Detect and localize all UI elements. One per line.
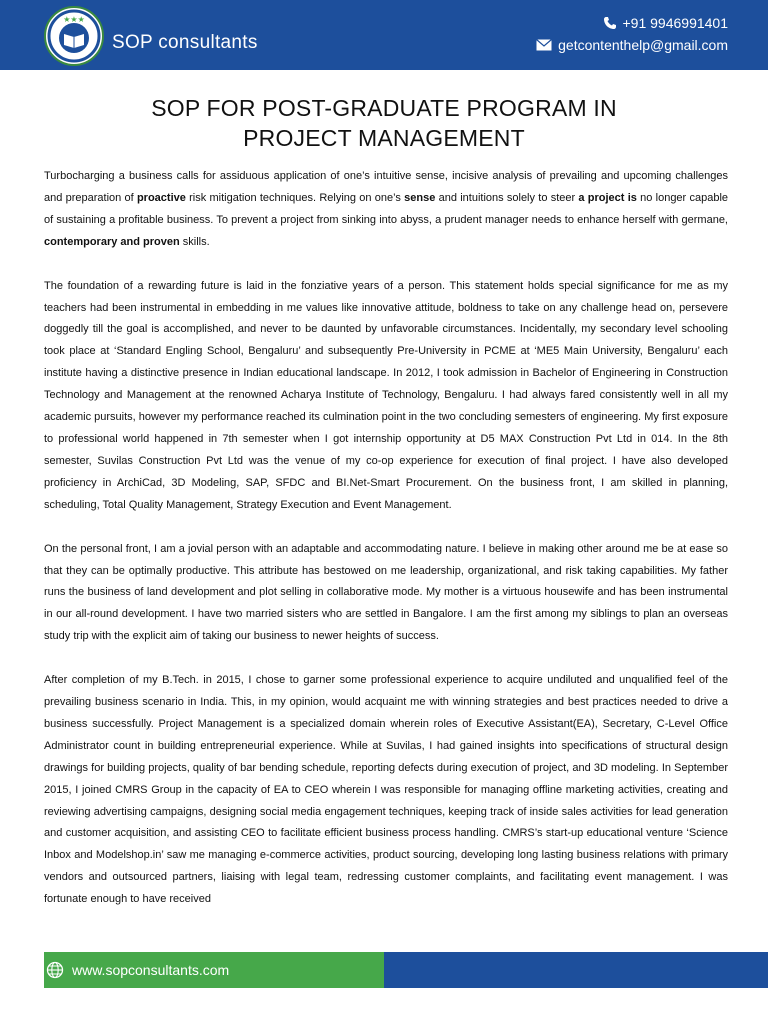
website-link[interactable]: www.sopconsultants.com — [72, 962, 230, 978]
mail-icon — [536, 39, 552, 51]
phone-icon — [603, 16, 617, 30]
phone-number[interactable]: +91 9946991401 — [622, 15, 728, 31]
globe-icon — [46, 961, 64, 979]
logo-badge — [44, 6, 104, 66]
paragraph-4 — [44, 670, 728, 911]
email-row — [536, 34, 728, 56]
text-run: Turbocharging a business calls for assiduous application of one’s intuitive sense, incisive analysis of prevailing and upcoming challenges and preparation of — [44, 170, 728, 204]
footer-blue-bar — [384, 952, 768, 988]
brand-name: SOP consultants — [112, 32, 258, 53]
phone-row — [536, 12, 728, 34]
contact-info — [536, 12, 728, 56]
document-body — [44, 166, 728, 933]
bold-text: proactive — [136, 191, 186, 204]
paragraph-3 — [44, 539, 728, 649]
text-run: no longer capable of sustaining a profitable business. To prevent a project from sinking into abyss, a prudent manager needs to enhance herself with germane, — [44, 191, 729, 226]
text-run: After completion of my B.Tech. in 2015, I chose to garner some professional experience to acquire undiluted and unqualified feel of the prevailing business scenario in India. This, in my opinion, would acquaint me with winning strategies and best practices needed to drive a business successfully. Project Management is a specialized domain wherein roles of Executive Assistant(EA), Secretary, C-Level Office Administrator count in building entrepreneurial experience. While at Suvilas, I had gained insights into specifications of structural design drawings for building projects, quality of bar bending schedule, reporting defects during execution of project, and 3D modeling. In September 2015, I joined CMRS Group in the capacity of EA to CEO wherein I was responsible for managing offline marketing activities, creating and reviewing advertising campaigns, designing social media engagement techniques, keeping track of inside sales activities for lead generation and customer acquisition, and assisting CEO to facilitate efficient business process handling. CMRS’s start-up educational venture ‘Science Inbox and Modelshop.in’ saw me managing e-commerce activities, product sourcing, developing long lasting business relations with primary vendors and outsourced partners, liaising with legal team, redressing customer complaints, and facilitating event management. I was fortunate enough to have received — [44, 674, 728, 906]
text-run: risk mitigation techniques. Relying on one’s — [185, 191, 405, 204]
text-run: and intuitions solely to steer — [435, 191, 579, 204]
title-line-1: SOP FOR POST-GRADUATE PROGRAM IN — [151, 95, 617, 121]
bold-text: a project is — [578, 191, 637, 204]
svg-text:★★★: ★★★ — [63, 15, 85, 24]
bold-text: contemporary and proven — [44, 235, 180, 248]
book-stars-logo-icon — [46, 8, 102, 64]
email-address[interactable]: getcontenthelp@gmail.com — [558, 37, 728, 53]
paragraph-2 — [44, 276, 728, 517]
title-line-2: PROJECT MANAGEMENT — [243, 125, 525, 151]
text-run: The foundation of a rewarding future is laid in the fonziative years of a person. This statement holds special significance for me as my teachers had been instrumental in embedding in me values like innovative attitude, boldness to take on any challenge head on, persevere doggedly till the goal is accomplished, and never to be daunted by unfavorable circumstances. Incidentally, my secondary level schooling took place at ‘Standard Engling School, Bengaluru’ and subsequently Pre-University in PCME at ‘ME5 Main University, Bengaluru’ each institute having a distinctive presence in Indian educational landscape. In 2012, I took admission in Bachelor of Engineering in Construction Technology and Management at the renowned Acharya Institute of Technology, Bengaluru. I had always fared consistently well in all my academic pursuits, however my performance reached its culmination point in the two concluding semesters of engineering. My first exposure to professional world happened in 7th semester when I got internship opportunity at D5 MAX Construction Pvt Ltd in 014. In the 8th semester, Suvilas Construction Pvt Ltd was the venue of my co-op experience for execution of final project. I have also developed proficiency in ArchiCad, 3D Modeling, SAP, SFDC and BI.Net-Smart Procurement. On the business front, I am skilled in planning, scheduling, Total Quality Management, Strategy Execution and Event Management. — [44, 279, 728, 511]
footer-website-bar — [44, 952, 384, 988]
page-header — [0, 0, 768, 70]
page-footer — [0, 952, 768, 988]
text-run: skills. — [179, 235, 210, 248]
paragraph-1 — [44, 166, 728, 254]
bold-text: sense — [404, 191, 436, 204]
text-run: On the personal front, I am a jovial person with an adaptable and accommodating nature. I believe in making other around me be at ease so that they can be optimally productive. This attribute has bestowed on me leadership, organizational, and risk taking capabilities. My father runs the business of land development and plot selling in collaborative mode. My mother is a virtuous housewife and has been instrumental in our all-round development. I have two married sisters who are settled in Bangalore. I am the first among my siblings to plan an overseas study trip with the explicit aim of taking our business to newer heights of success. — [44, 542, 728, 643]
document-title — [0, 93, 768, 153]
